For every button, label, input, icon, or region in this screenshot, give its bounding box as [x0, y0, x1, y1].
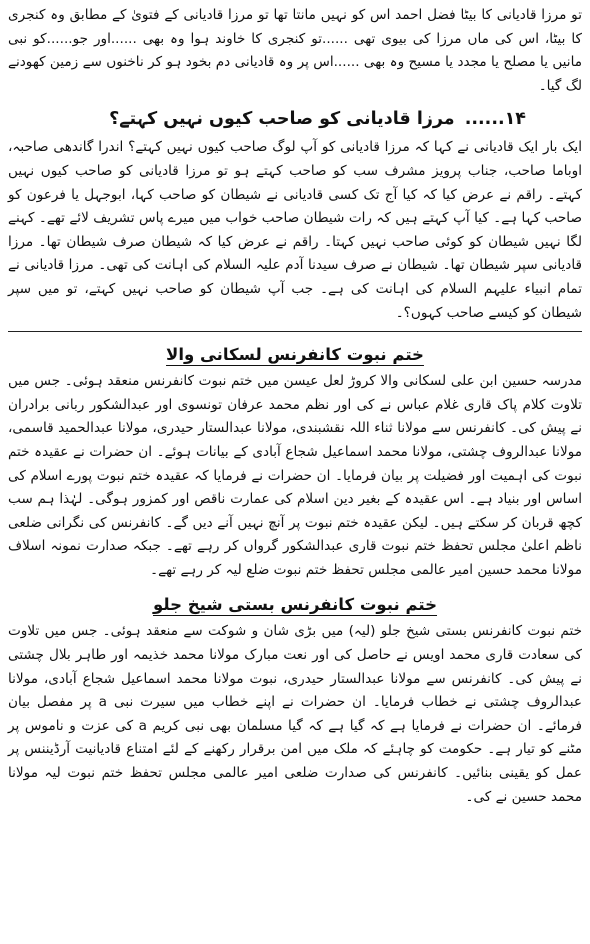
section-divider [8, 331, 582, 332]
intro-paragraph: تو مرزا قادیانی کا بیٹا فضل احمد اس کو نہیں مانتا تھا تو مرزا قادیانی کے فتویٰ کے مطابق وہ کنجری کا بیٹا، اس کی ماں مرزا کی بیوی تھی ......تو کنجری کا خاوند ہوا وہ بھی ......اور جو......کو نبی مانیں یا مصلح یا مجدد یا مسیح وہ بھی ......اس پر وہ قادیانی دم بخود ہو کر ناخنوں سے زمین کھودنے لگ گیا۔ [8, 7, 582, 94]
section-14-title: مرزا قادیانی کو صاحب کیوں نہیں کہتے؟ [109, 109, 455, 130]
section-14-body: ایک بار ایک قادیانی نے کہا کہ مرزا قادیانی کو آپ لوگ صاحب کیوں نہیں کہتے؟ اندرا گاندھی صاحبہ، اوباما صاحب، جناب پرویز مشرف سب کو صاحب کہتے ہو تو مرزا قادیانی کو صاحب کیوں نہیں کہتے۔ راقم نے عرض کیا کہ کیا آج تک کسی قادیانی نے شیطان کو صاحب کہا، ابوجہل یا فرعون کو صاحب کہا ہے۔ کیا آپ کہتے ہیں کہ رات شیطان صاحب خواب میں میرے پاس تشریف لائے تھے۔ کہنے لگا نہیں شیطان کو کوئی صاحب نہیں کہتا۔ راقم نے عرض کیا کہ شیطان صرف شیطان تھا۔ مرزا قادیانی سپر شیطان تھا۔ شیطان نے صرف سیدنا آدم علیہ السلام کی اہانت کی تھی۔ مرزا قادیانی نے تمام انبیاء علیہم السلام کی اہانت کی ہے۔ جب آپ شیطان کو صاحب نہیں کہتے، تو میں سپر شیطان کو کیسے صاحب کہوں؟۔ [8, 139, 582, 321]
conference-2-heading: ختم نبوت کانفرنس بستی شیخ جلو [152, 595, 438, 615]
conference-2-body: ختم نبوت کانفرنس بستی شیخ جلو (لیہ) میں بڑی شان و شوکت سے منعقد ہوئی۔ جس میں تلاوت کی سعادت قاری محمد اویس نے حاصل کی اور نعت مبارک مولانا محمد خذیمہ اور طاہر بلال چشتی نے پیش کی۔ کانفرنس سے مولانا عبدالستار حیدری، نبوت مولانا محمد اسماعیل شجاع آبادی، مولانا عبدالروف چشتی نے خطاب فرمایا۔ ان حضرات نے اپنے خطاب میں سیرت نبی a پر مفصل بیان فرمائے۔ ان حضرات نے فرمایا ہے کہ گیا ہے کہ گیا مسلمان بھی نبی کریم a کی عزت و ناموس پر مٹنے کو تیار ہے۔ حکومت کو چاہئے کہ ملک میں امن برقرار رکھنے کے لئے امتناع قادیانیت آرڈیننس پر عمل کو یقینی بنائیں۔ کانفرنس کی صدارت ضلعی امیر عالمی مجلس تحفظ ختم نبوت لیہ مولانا محمد حسین نے کی۔ [8, 623, 582, 805]
section-14-heading [8, 106, 582, 132]
section-14-number: ۱۴...... [464, 109, 526, 130]
conference-1-heading: ختم نبوت کانفرنس لسکانی والا [166, 345, 424, 365]
conference-1-body: مدرسہ حسین ابن علی لسکانی والا کروڑ لعل عیسن میں ختم نبوت کانفرنس منعقد ہوئی۔ جس میں تلاوت کلام پاک قاری غلام عباس نے کی اور نظم محمد عرفان تونسوی اور عبدالشکور ربانی برادران نے پیش کی۔ کانفرنس سے مولانا ثناء اللہ نقشبندی، مولانا عبدالستار حیدری، مولانا عبدالحمید قاسمی، مولانا عبدالروف چشتی، مولانا محمد اسماعیل شجاع آبادی کے بیانات ہوئے۔ ان حضرات نے عقیدہ ختم نبوت کی اہمیت اور فضیلت پر بیان فرمایا۔ ان حضرات نے فرمایا کہ عقیدہ ختم نبوت پورے اسلام کی اساس اور بنیاد ہے۔ اس عقیدہ کے بغیر دین اسلام کی عمارت ناقص اور کمزور ہوگی۔ لہٰذا ہم سب کچھ قربان کر سکتے ہیں۔ لیکن عقیدہ ختم نبوت پر آنچ نہیں آنے دیں گے۔ کانفرنس کی نگرانی ضلعی ناظم اعلیٰ مجلس تحفظ ختم نبوت قاری عبدالشکور گرواں کر رہے تھے۔ جبکہ صدارت نمونہ اسلاف مولانا محمد حسین امیر عالمی مجلس تحفظ ختم نبوت ضلع لیہ کر رہے تھے۔ [8, 373, 582, 578]
